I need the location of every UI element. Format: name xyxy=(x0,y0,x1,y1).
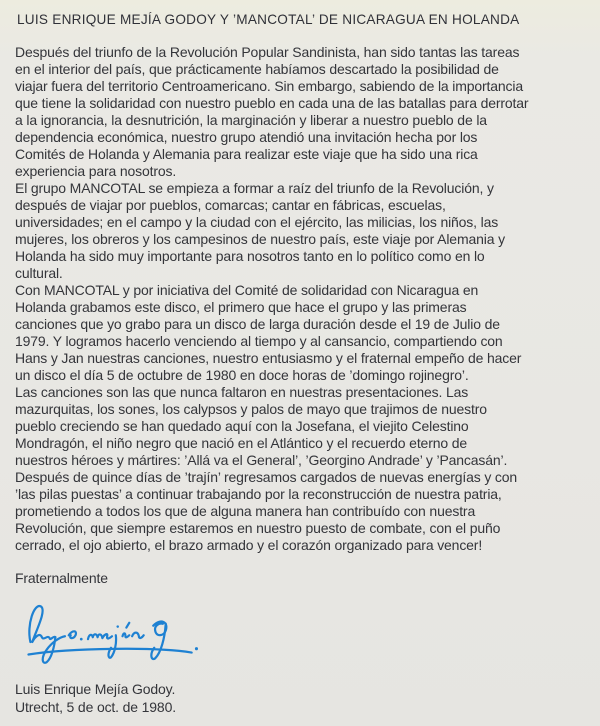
signature-stroke xyxy=(29,606,55,642)
text-line: mazurquitas, los sones, los calypsos y palos de mayo que trajimos de nuestro xyxy=(15,401,487,417)
text-line: Revolución, que siempre estaremos en nuestro puesto de combate, con el puño xyxy=(15,520,501,536)
text-line: Después de quince días de ’trajín’ regresamos cargados de nuevas energías y con xyxy=(15,469,518,485)
text-line: mujeres, los obreros y los campesinos de nuestro país, este viaje por Alemania y xyxy=(15,231,505,247)
text-line: cerrado, el ojo abierto, el brazo armado y el corazón organizado para vencer! xyxy=(15,537,483,553)
text-line: Después del triunfo de la Revolución Popular Sandinista, han sido tantas las tareas xyxy=(15,44,520,60)
text-line: cultural. xyxy=(15,265,63,281)
paragraph-2 xyxy=(15,180,590,282)
page-title: LUIS ENRIQUE MEJÍA GODOY Y ’MANCOTAL’ DE NICARAGUA EN HOLANDA xyxy=(17,12,520,27)
text-line: después de viajar por pueblos, comarcas; cantar en fábricas, escuelas, xyxy=(15,197,446,213)
signoff-place-date: Utrecht, 5 de oct. de 1980. xyxy=(15,698,176,715)
text-line: Con MANCOTAL y por iniciativa del Comité de solidaridad con Nicaragua en xyxy=(15,282,479,298)
paragraph-4 xyxy=(15,384,590,469)
text-line: que tiene la solidaridad con nuestro pueblo en cada una de las batallas para derrotar xyxy=(15,95,529,111)
handwritten-signature-icon xyxy=(19,594,204,666)
signoff-block xyxy=(15,681,590,716)
signature-dot xyxy=(195,647,198,650)
text-line: Hans y Jan nuestras canciones, nuestro entusiasmo y el fraternal empeño de hacer xyxy=(15,350,522,366)
paragraph-3 xyxy=(15,282,590,384)
signature-stroke xyxy=(132,633,144,638)
text-line: Las canciones son las que nunca faltaron en nuestras presentaciones. Las xyxy=(15,384,469,400)
text-line: a la ignorancia, la desnutrición, la marginación y liberar a nuestro pueblo de la xyxy=(15,112,487,128)
text-line: 1979. Y logramos hacerlo venciendo al tiempo y al cansancio, compartiendo con xyxy=(15,333,503,349)
signature-stroke xyxy=(126,623,129,628)
signature-stroke xyxy=(43,636,65,663)
text-line: nuestros héroes y mártires: ’Allá va el General’, ’Georgino Andrade’ y ’Pancasán’. xyxy=(15,452,508,468)
closing-salutation: Fraternalmente xyxy=(15,570,108,586)
signature-stroke xyxy=(69,631,76,638)
text-line: prometiendo a todos los que de alguna manera han contribuído con nuestra xyxy=(15,503,476,519)
text-line: Mondragón, el niño negro que nació en el Atlántico y el recuerdo eterno de xyxy=(15,435,467,451)
text-line: en el interior del país, que prácticamente habíamos descartado la posibilidad de xyxy=(15,61,499,77)
text-line: Holanda ha sido muy importante para nosotros tanto en lo político como en lo xyxy=(15,248,485,264)
text-line: Comités de Holanda y Alemania para realizar este viaje que ha sido una rica xyxy=(15,146,478,162)
text-line: pueblo creciendo se han quedado aquí con la Josefana, el viejito Celestino xyxy=(15,418,469,434)
signature-stroke xyxy=(151,624,165,659)
signature-stroke xyxy=(88,634,112,639)
signoff-name: Luis Enrique Mejía Godoy. xyxy=(15,681,176,697)
text-line: un disco el día 5 de octubre de 1980 en doce horas de ’domingo rojinegro’. xyxy=(15,367,469,383)
paragraph-5 xyxy=(15,469,590,554)
text-line: dependencia económica, nuestro grupo atendió una invitación hecha por los xyxy=(15,129,478,145)
text-line: Holanda grabamos este disco, el primero que hace el grupo y las primeras xyxy=(15,299,467,315)
text-line: viajar fuera del territorio Centroamericano. Sin embargo, sabiendo de la importancia xyxy=(15,78,524,94)
paragraph-1 xyxy=(15,44,590,180)
text-line: El grupo MANCOTAL se empieza a formar a raíz del triunfo de la Revolución, y xyxy=(15,180,494,196)
text-line: experiencia para nosotros. xyxy=(15,163,177,179)
text-line: ’las pilas puestas’ a continuar trabajando por la reconstrucción de nuestra patria, xyxy=(15,486,502,502)
signature-dot xyxy=(116,625,118,627)
body-text xyxy=(15,44,590,554)
text-line: canciones que yo grabo para un disco de larga duración desde el 19 de Julio de xyxy=(15,316,500,332)
signature-stroke xyxy=(123,633,130,637)
text-line: universidades; en el campo y la ciudad con el ejército, las milicias, los niños, las xyxy=(15,214,499,230)
signature-dot xyxy=(80,638,83,641)
